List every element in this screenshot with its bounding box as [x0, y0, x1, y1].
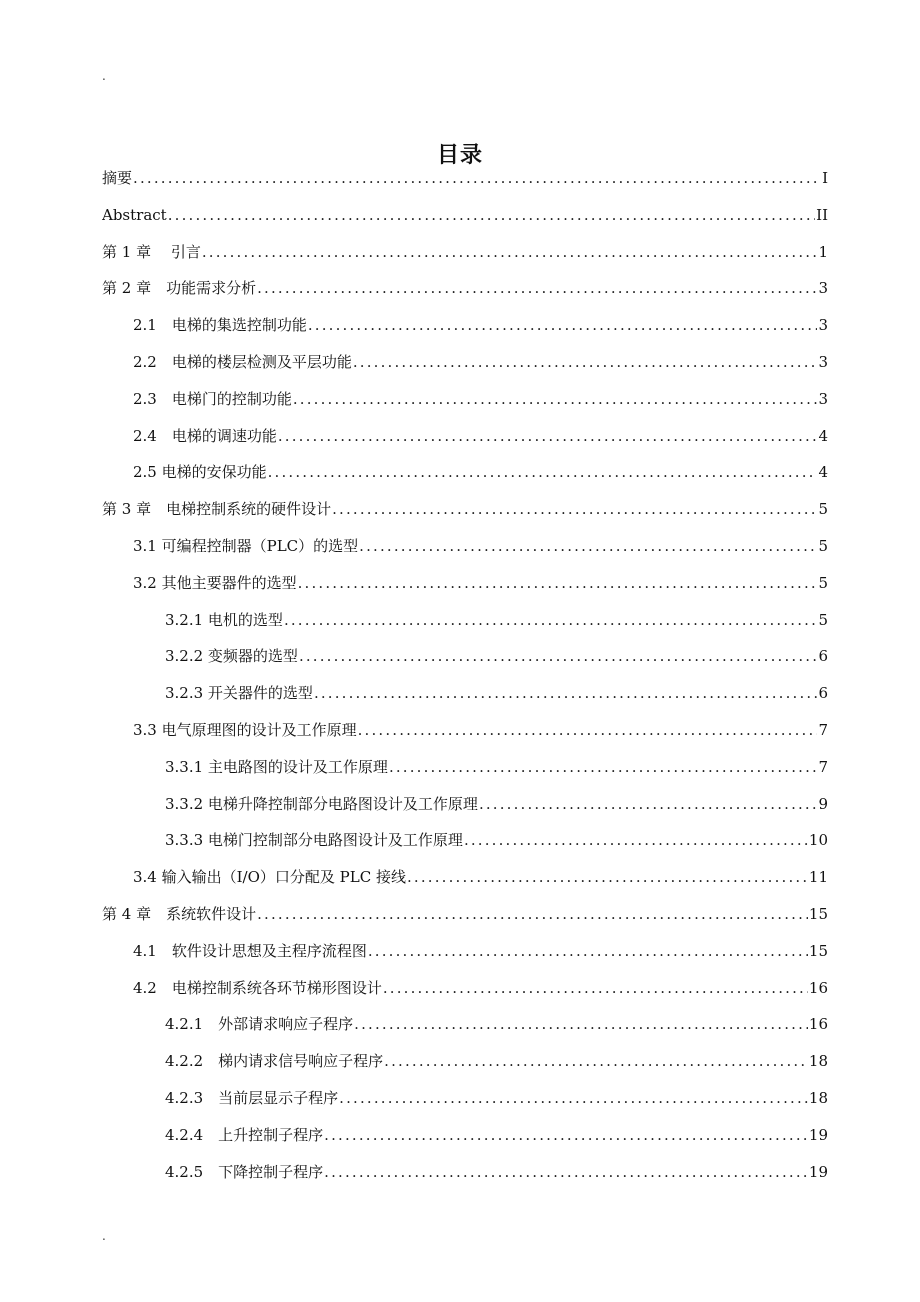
toc-leader-dots	[479, 786, 818, 823]
toc-entry-label: 3.3.2 电梯升降控制部分电路图设计及工作原理	[165, 794, 478, 813]
toc-entry[interactable]	[102, 418, 828, 455]
toc-leader-dots	[383, 970, 808, 1007]
toc-entry[interactable]	[102, 712, 828, 749]
toc-entry-label: 4.2.4 上升控制子程序	[165, 1125, 324, 1144]
toc-entry[interactable]	[102, 234, 828, 271]
toc-leader-dots	[332, 491, 817, 528]
toc-entry-label: 3.2 其他主要器件的选型	[133, 573, 297, 592]
toc-leader-dots	[133, 160, 821, 197]
toc-entry-page-number: 19	[808, 1162, 828, 1181]
toc-entry[interactable]	[102, 381, 828, 418]
toc-entry-page-number: 3	[818, 279, 828, 298]
toc-entry-page-number: 18	[808, 1052, 828, 1071]
toc-entry-page-number: 9	[818, 794, 828, 813]
toc-entry[interactable]	[102, 1080, 828, 1117]
toc-entry-label: 2.3 电梯门的控制功能	[133, 389, 292, 408]
toc-entry-page-number: 1	[818, 242, 828, 261]
toc-entry-label: 4.1 软件设计思想及主程序流程图	[133, 941, 367, 960]
toc-leader-dots	[299, 638, 818, 675]
toc-entry[interactable]	[102, 307, 828, 344]
toc-entry-page-number: I	[822, 169, 828, 187]
toc-entry-page-number: 15	[808, 941, 828, 960]
toc-entry-label: 3.3.3 电梯门控制部分电路图设计及工作原理	[165, 831, 463, 850]
toc-entry-label: 摘要	[102, 169, 133, 187]
toc-entry-page-number: 18	[808, 1088, 828, 1107]
toc-entry-label: 2.5 电梯的安保功能	[133, 463, 267, 482]
toc-entry-page-number: 3	[818, 389, 828, 408]
toc-leader-dots	[308, 307, 818, 344]
toc-leader-dots	[368, 933, 808, 970]
toc-entry[interactable]	[102, 197, 828, 234]
toc-entry[interactable]	[102, 749, 828, 786]
toc-entry-label: 2.1 电梯的集选控制功能	[133, 316, 307, 335]
toc-entry-label: 2.2 电梯的楼层检测及平层功能	[133, 352, 352, 371]
toc-leader-dots	[354, 1006, 808, 1043]
toc-entry-label: 4.2 电梯控制系统各环节梯形图设计	[133, 978, 382, 997]
toc-leader-dots	[257, 270, 817, 307]
toc-entry-label: 3.3.1 主电路图的设计及工作原理	[165, 757, 388, 776]
toc-entry-label: Abstract	[102, 205, 167, 224]
toc-leader-dots	[389, 749, 818, 786]
toc-entry-page-number: 5	[818, 500, 828, 519]
toc-entry[interactable]	[102, 454, 828, 491]
toc-entry-label: 第 1 章 引言	[102, 242, 201, 261]
toc-leader-dots	[324, 1117, 808, 1154]
toc-leader-dots	[278, 418, 818, 455]
toc-entry-page-number: 6	[818, 647, 828, 666]
toc-entry[interactable]	[102, 1006, 828, 1043]
toc-entry-label: 3.1 可编程控制器（PLC）的选型	[133, 536, 359, 555]
page-title: 目录	[436, 142, 483, 168]
toc-entry-page-number: II	[816, 205, 828, 224]
toc-entry-page-number: 5	[818, 536, 828, 555]
toc-leader-dots	[359, 528, 817, 565]
toc-entry[interactable]	[102, 602, 828, 639]
toc-entry-page-number: 4	[818, 463, 828, 482]
toc-entry[interactable]	[102, 160, 828, 197]
toc-leader-dots	[407, 859, 808, 896]
toc-entry-label: 2.4 电梯的调速功能	[133, 426, 277, 445]
toc-entry[interactable]	[102, 1154, 828, 1191]
toc-entry-label: 3.2.3 开关器件的选型	[165, 684, 313, 703]
toc-entry-label: 4.2.1 外部请求响应子程序	[165, 1015, 354, 1034]
toc-leader-dots	[293, 381, 818, 418]
toc-entry-page-number: 3	[818, 316, 828, 335]
toc-entry-page-number: 15	[808, 904, 828, 923]
toc-entry[interactable]	[102, 933, 828, 970]
toc-entry-page-number: 6	[818, 684, 828, 703]
corner-mark-bottom: .	[102, 1229, 106, 1243]
toc-entry-label: 3.2.2 变频器的选型	[165, 647, 298, 666]
toc-entry-page-number: 16	[808, 1015, 828, 1034]
toc-leader-dots	[464, 822, 808, 859]
toc-entry-label: 4.2.5 下降控制子程序	[165, 1162, 324, 1181]
toc-entry[interactable]	[102, 1117, 828, 1154]
toc-leader-dots	[168, 197, 815, 234]
toc-entry-page-number: 11	[808, 868, 828, 887]
toc-entry-label: 第 4 章 系统软件设计	[102, 904, 257, 923]
toc-leader-dots	[268, 454, 818, 491]
toc-leader-dots	[339, 1080, 808, 1117]
toc-entry[interactable]	[102, 270, 828, 307]
toc-entry-page-number: 7	[818, 720, 828, 739]
toc-entry-page-number: 7	[818, 757, 828, 776]
toc-entry[interactable]	[102, 528, 828, 565]
toc-leader-dots	[202, 234, 818, 271]
toc-entry-page-number: 19	[808, 1125, 828, 1144]
toc-leader-dots	[358, 712, 818, 749]
toc-entry[interactable]	[102, 638, 828, 675]
toc-leader-dots	[353, 344, 818, 381]
toc-entry-label: 3.4 输入输出（I/O）口分配及 PLC 接线	[133, 868, 406, 887]
toc-leader-dots	[314, 675, 818, 712]
toc-entry[interactable]	[102, 1043, 828, 1080]
toc-entry-page-number: 4	[818, 426, 828, 445]
corner-mark-top: .	[102, 69, 106, 83]
toc-entry[interactable]	[102, 859, 828, 896]
toc-entry-label: 3.3 电气原理图的设计及工作原理	[133, 720, 357, 739]
toc-entry-label: 4.2.3 当前层显示子程序	[165, 1088, 339, 1107]
toc-entry[interactable]	[102, 896, 828, 933]
toc-entry-label: 第 2 章 功能需求分析	[102, 279, 257, 298]
toc-entry[interactable]	[102, 344, 828, 381]
toc-entry[interactable]	[102, 565, 828, 602]
toc-entry-page-number: 5	[818, 610, 828, 629]
toc-entry[interactable]	[102, 970, 828, 1007]
toc-list	[102, 160, 828, 1190]
toc-entry[interactable]	[102, 786, 828, 823]
toc-leader-dots	[298, 565, 818, 602]
toc-entry-page-number: 3	[818, 352, 828, 371]
toc-entry[interactable]	[102, 822, 828, 859]
toc-entry-page-number: 5	[818, 573, 828, 592]
toc-entry-page-number: 10	[808, 831, 828, 850]
toc-leader-dots	[284, 602, 818, 639]
toc-leader-dots	[384, 1043, 808, 1080]
toc-leader-dots	[324, 1154, 808, 1191]
toc-entry-label: 3.2.1 电机的选型	[165, 610, 283, 629]
toc-entry-label: 4.2.2 梯内请求信号响应子程序	[165, 1052, 384, 1071]
toc-entry[interactable]	[102, 675, 828, 712]
toc-entry[interactable]	[102, 491, 828, 528]
toc-entry-label: 第 3 章 电梯控制系统的硬件设计	[102, 500, 332, 519]
toc-entry-page-number: 16	[808, 978, 828, 997]
toc-leader-dots	[257, 896, 808, 933]
